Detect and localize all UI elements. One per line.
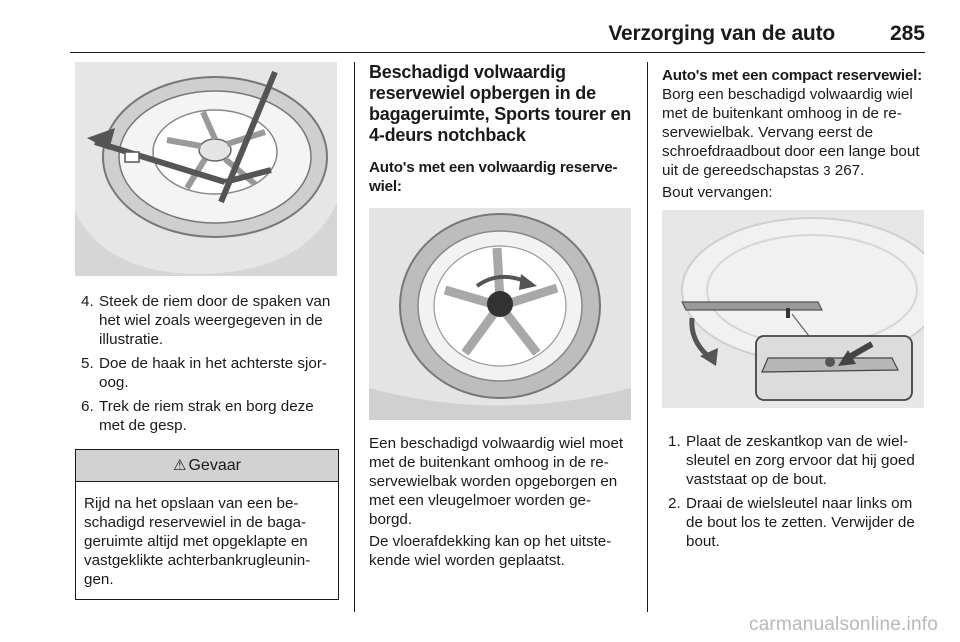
page-title: Verzorging van de auto <box>608 22 835 45</box>
warning-text: Rijd na het opslaan van een be-schadigd reservewiel in de baga-geruimte altijd met opgeklapte en vastgeklikte achterbankrugleunin-gen. <box>84 495 311 588</box>
right-column <box>662 66 926 556</box>
page-number: 285 <box>889 22 925 45</box>
warning-header: ⚠ Gevaar <box>76 450 338 482</box>
subheading: Auto's met een volwaardig reserve-wiel: <box>369 159 618 195</box>
page-reference-icon: 3 <box>823 163 831 178</box>
watermark: carmanualsonline.info <box>748 614 938 635</box>
list-item: 2. Draai de wielsleutel naar links om de bout los te zetten. Verwijder de bout. <box>668 495 915 550</box>
bolt-replacement-illustration <box>662 210 924 408</box>
list-item: 1. Plaat de zeskantkop van de wiel-sleutel en zorg ervoor dat hij goed vaststaat op de bout. <box>668 433 915 488</box>
list-item: 5. Doe de haak in het achterste sjor-oog. <box>81 355 327 391</box>
middle-column <box>369 62 633 573</box>
subheading: Auto's met een compact reservewiel: <box>662 67 922 84</box>
paragraph: Een beschadigd volwaardig wiel moet met de buitenkant omhoog in de re-servewielbak worden opgeborgen en met een vleugelmoer worden ge-borgd. <box>369 435 624 528</box>
warning-box <box>75 449 339 600</box>
strap-wheel-drawing <box>75 62 337 276</box>
full-wheel-drawing <box>369 208 631 420</box>
full-spare-wheel-illustration <box>369 208 631 420</box>
column-divider-1 <box>354 62 355 612</box>
steps-list-right <box>662 432 926 551</box>
left-column <box>75 62 339 600</box>
section-heading: Beschadigd volwaardig reservewiel opbergen in de bagageruimte, Sports tourer en 4-deurs notchback <box>369 62 632 145</box>
paragraph: De vloerafdekking kan op het uitste-kende wiel worden geplaatst. <box>369 533 612 569</box>
list-item: 6. Trek de riem strak en borg deze met de gesp. <box>81 398 314 434</box>
paragraph: Borg een beschadigd volwaardig wiel met de buitenkant omhoog in de re-servewielbak. Vervang eerst de schroefdraadbout door een lange bout uit de gereedschapstas 3 267. <box>662 86 920 179</box>
steps-list-left <box>75 292 339 435</box>
bolt-drawing <box>662 210 924 408</box>
spare-wheel-strap-illustration <box>75 62 337 276</box>
page-header <box>70 0 925 53</box>
list-item: 4. Steek de riem door de spaken van het wiel zoals weergegeven in de illustratie. <box>81 293 331 348</box>
warning-triangle-icon: ⚠ <box>173 457 187 474</box>
paragraph: Bout vervangen: <box>662 184 773 201</box>
column-divider-2 <box>647 62 648 612</box>
